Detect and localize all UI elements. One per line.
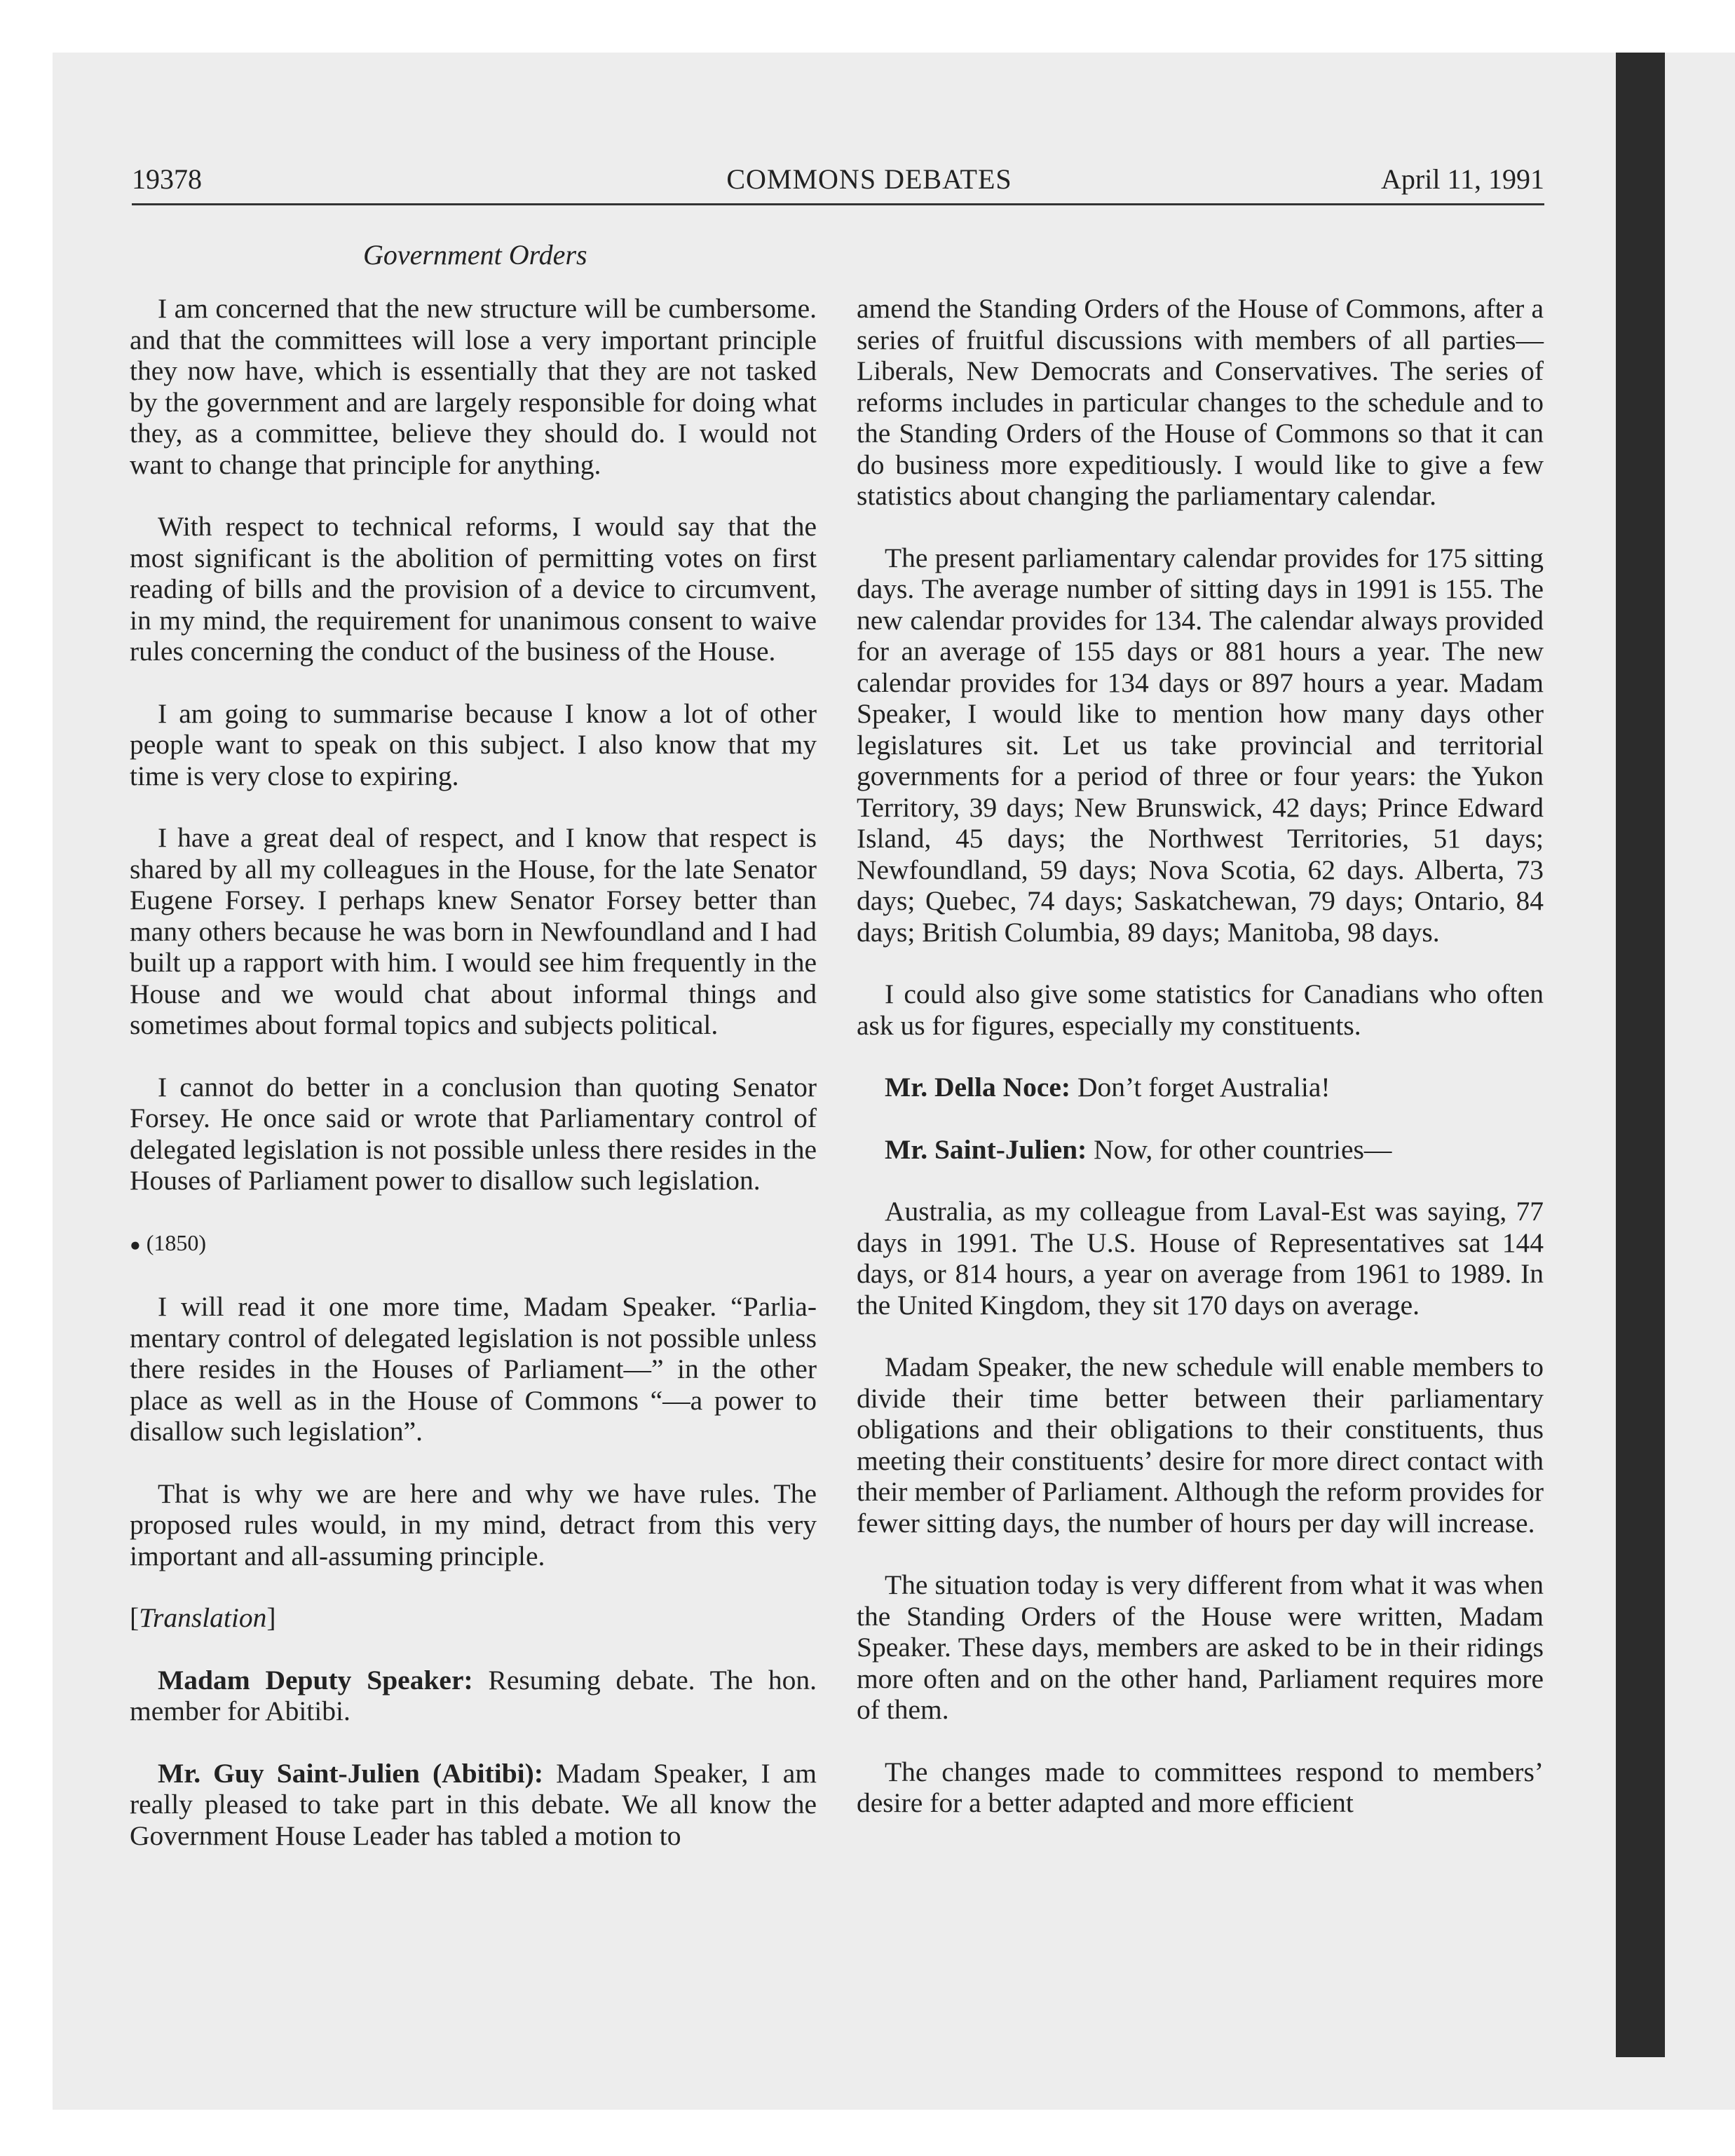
paragraph: The situation today is very different from what it was when the Standing Orders of the House were written, Madam Speaker. These days, members are asked to be in their ridings more often and on the other hand, Parliament requires more of them. <box>857 1569 1544 1725</box>
paragraph: The changes made to committees respond to members’ desire for a better adapted and more efficient <box>857 1756 1544 1818</box>
time-marker <box>130 1227 817 1261</box>
speaker-name: Mr. Guy Saint-Julien (Abitibi): <box>158 1757 543 1789</box>
scan-edge-shadow <box>1616 53 1665 2057</box>
bullet-icon: ● <box>130 1234 141 1255</box>
paragraph: I am going to summarise because I know a lot of other people want to speak on this subject. I also know that my time is very close to expiring. <box>130 697 817 791</box>
paragraph: I could also give some statistics for Canadians who often ask us for figures, especially my constituents. <box>857 978 1544 1041</box>
paragraph: With respect to technical reforms, I would say that the most significant is the abolition of permitting votes on first reading of bills and the provision of a device to circumvent, in my mind, the requirement for unanimous consent to waive rules concerning the conduct of the business of the House. <box>130 511 817 667</box>
speech <box>130 1758 817 1852</box>
paragraph: That is why we are here and why we have rules. The proposed rules would, in my mind, detract from this very important and all-assuming principle. <box>130 1478 817 1571</box>
paragraph: I have a great deal of respect, and I know that respect is shared by all my colleagues in the House, for the late Senator Eugene Forsey. I perhaps knew Senator Forsey better than many others because he was born in Newfoundland and I had built up a rapport with him. I would see him frequently in the House and we would chat about informal things and sometimes about formal topics and subjects political. <box>130 822 817 1040</box>
speech <box>857 1072 1544 1103</box>
speech-text: Now, for other countries— <box>1094 1133 1392 1165</box>
header-date: April 11, 1991 <box>1381 163 1544 195</box>
running-title: COMMONS DEBATES <box>726 163 1012 195</box>
speech-text: Madam Speaker, I am really pleased to take part in this debate. We all know the Government House Leader has tabled a motion to <box>130 1757 817 1851</box>
translation-note: [Translation] <box>130 1602 276 1634</box>
time-marker-text: (1850) <box>146 1229 207 1255</box>
right-column <box>857 293 1544 1819</box>
speaker-name: Madam Deputy Speaker: <box>158 1664 473 1696</box>
header-rule <box>132 203 1544 205</box>
speaker-name: Mr. Saint-Julien: <box>885 1133 1087 1165</box>
section-heading: Government Orders <box>363 239 587 271</box>
speech-text: Resuming debate. The hon. member for Abitibi. <box>130 1664 817 1727</box>
speaker-name: Mr. Della Noce: <box>885 1072 1071 1103</box>
paragraph: The present parliamentary calendar provides for 175 sitting days. The average number of sitting days in 1991 is 155. The new calendar provides for 134. The calendar always provided for an average of 155 days or 881 hours a year. The new calendar provides for 134 days or 897 hours a year. Madam Speaker, I would like to mention how many days other legislatures sit. Let us take provincial and territorial governments for a period of three or four years: the Yukon Territory, 39 days; New Brunswick, 42 days; Prince Edward Island, 45 days; the Northwest Territories, 51 days; Newfoundland, 59 days; Nova Scotia, 62 days. Alberta, 73 days; Quebec, 74 days; Saskatchewan, 79 days; Ontario, 84 days; British Columbia, 89 days; Manitoba, 98 days. <box>857 542 1544 948</box>
speech <box>130 1665 817 1727</box>
translation-label: Translation <box>139 1602 267 1634</box>
paragraph: I am concerned that the new structure will be cumbersome. and that the committees will lose a very important principle they now have, which is essentially that they are not tasked by the government and are largely responsible for doing what they, as a committee, believe they should do. I would not want to change that principle for anything. <box>130 293 817 480</box>
paragraph: Madam Speaker, the new schedule will enable members to divide their time better between their parliamentary obligations and their obligations to their constituents, thus meeting their constituents’ desire for more direct contact with their member of Parliament. Although the reform provides for fewer sitting days, the number of hours per day will increase. <box>857 1351 1544 1538</box>
left-column <box>130 293 817 1851</box>
speech <box>857 1134 1544 1166</box>
page-number: 19378 <box>132 163 202 195</box>
paragraph: amend the Standing Orders of the House of Commons, after a series of fruitful discussions with members of all parties—Liberals, New Democrats and Conservatives. The series of reforms includes in particular changes to the schedule and to the Standing Orders of the House of Commons so that it can do business more expeditiously. I would like to give a few statistics about changing the parliamentary calendar. <box>857 293 1544 511</box>
paragraph: I will read it one more time, Madam Speaker. “Parliamentary control of delegated legislation is not possible unless there resides in the Houses of Parliament—” in the other place as well as in the House of Commons “—a power to disallow such legislation”. <box>130 1291 817 1447</box>
paragraph: I cannot do better in a conclusion than quoting Senator Forsey. He once said or wrote that Parliamentary control of delegated legislation is not possible unless there resides in the Houses of Parliament power to disallow such legislation. <box>130 1071 817 1196</box>
paragraph: Australia, as my colleague from Laval-Est was saying, 77 days in 1991. The U.S. House of Representatives sat 144 days, or 814 hours, a year on average from 1961 to 1989. In the United Kingdom, they sit 170 days on average. <box>857 1196 1544 1321</box>
speech-text: Don’t forget Australia! <box>1077 1072 1331 1103</box>
